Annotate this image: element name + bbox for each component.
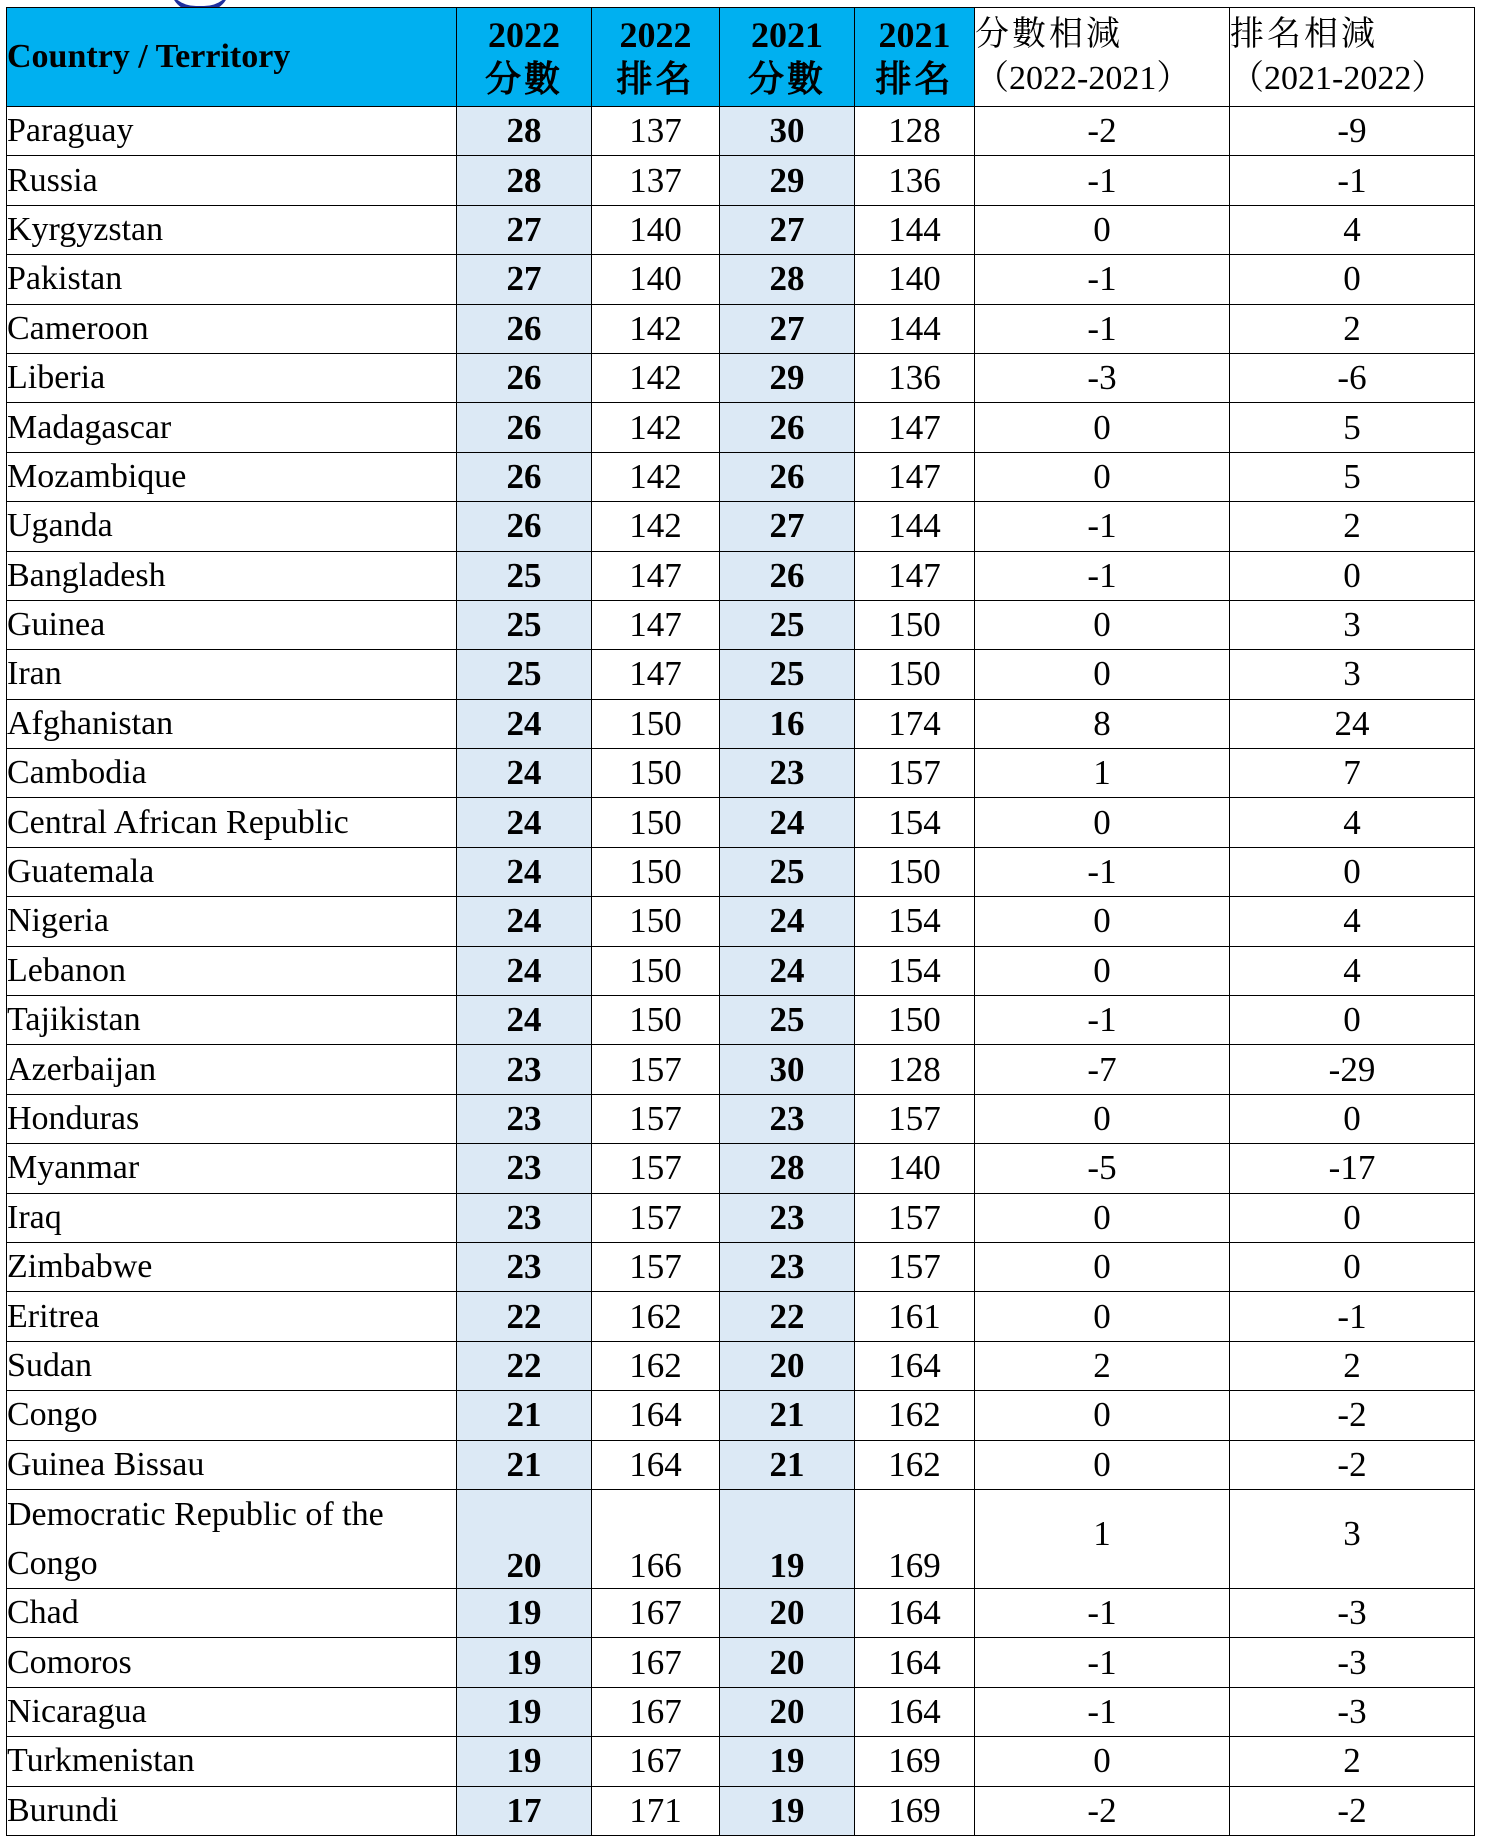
score-2021-cell: 27: [720, 304, 855, 353]
table-row: [7, 1588, 1475, 1637]
score-2022-cell: 24: [457, 749, 592, 798]
score-2022-cell: 19: [457, 1588, 592, 1637]
rank-2021-cell: 150: [855, 650, 975, 699]
score-diff-cell: -3: [975, 353, 1230, 402]
header-rank-2022-label: 排名: [616, 59, 695, 99]
country-cell: Congo: [7, 1391, 457, 1440]
table-row: [7, 1786, 1475, 1835]
table-row: [7, 1045, 1475, 1094]
rank-2022-cell: 142: [592, 353, 720, 402]
score-2021-cell: 16: [720, 699, 855, 748]
table-body: [7, 107, 1475, 1836]
rank-2022-cell: 150: [592, 946, 720, 995]
header-rank-diff-range: （2021-2022）: [1230, 60, 1446, 97]
rank-2022-cell: 147: [592, 551, 720, 600]
table-row: [7, 107, 1475, 156]
score-2021-cell: 23: [720, 1094, 855, 1143]
rank-diff-cell: -9: [1230, 107, 1475, 156]
rank-diff-cell: 4: [1230, 897, 1475, 946]
country-cell: Myanmar: [7, 1144, 457, 1193]
country-cell: Turkmenistan: [7, 1737, 457, 1786]
rank-2021-cell: 164: [855, 1638, 975, 1687]
table-row: [7, 1292, 1475, 1341]
score-diff-cell: 0: [975, 403, 1230, 452]
table-row: [7, 403, 1475, 452]
rank-2021-cell: 174: [855, 699, 975, 748]
rank-diff-cell: -2: [1230, 1786, 1475, 1835]
rank-2022-cell: 150: [592, 996, 720, 1045]
country-cell: Pakistan: [7, 255, 457, 304]
rank-2021-cell: 147: [855, 551, 975, 600]
rank-2021-cell: 136: [855, 353, 975, 402]
score-2021-cell: 20: [720, 1588, 855, 1637]
score-2022-cell: 25: [457, 551, 592, 600]
rank-2021-cell: 150: [855, 996, 975, 1045]
score-2022-cell: 26: [457, 452, 592, 501]
header-rank-2021-year: 2021: [878, 15, 951, 55]
score-diff-cell: 0: [975, 1193, 1230, 1242]
table-row: [7, 749, 1475, 798]
score-2021-cell: 25: [720, 996, 855, 1045]
rank-diff-cell: 24: [1230, 699, 1475, 748]
rank-2021-cell: 164: [855, 1341, 975, 1390]
table-row: [7, 1193, 1475, 1242]
rank-2022-cell: 147: [592, 650, 720, 699]
header-rank-2021-label: 排名: [875, 59, 954, 99]
country-cell: Bangladesh: [7, 551, 457, 600]
rank-2021-cell: 150: [855, 600, 975, 649]
score-diff-cell: -5: [975, 1144, 1230, 1193]
header-score-2022-label: 分數: [484, 59, 563, 99]
table-header: [7, 8, 1475, 107]
score-diff-cell: -1: [975, 996, 1230, 1045]
country-cell: Eritrea: [7, 1292, 457, 1341]
rank-diff-cell: 4: [1230, 798, 1475, 847]
score-diff-cell: -1: [975, 847, 1230, 896]
rank-2021-cell: 128: [855, 1045, 975, 1094]
score-2022-cell: 17: [457, 1786, 592, 1835]
rank-2021-cell: 157: [855, 749, 975, 798]
score-2021-cell: 22: [720, 1292, 855, 1341]
rank-2021-cell: 157: [855, 1242, 975, 1291]
score-diff-cell: -2: [975, 107, 1230, 156]
score-2022-cell: 24: [457, 897, 592, 946]
rank-2022-cell: 171: [592, 1786, 720, 1835]
score-2022-cell: 24: [457, 847, 592, 896]
rank-diff-cell: -1: [1230, 1292, 1475, 1341]
country-cell: Azerbaijan: [7, 1045, 457, 1094]
rank-diff-cell: 0: [1230, 996, 1475, 1045]
table-row: [7, 1341, 1475, 1390]
rank-2021-cell: 169: [855, 1786, 975, 1835]
rank-diff-cell: -2: [1230, 1440, 1475, 1489]
score-2022-cell: 21: [457, 1440, 592, 1489]
score-2022-cell: 19: [457, 1687, 592, 1736]
country-cell: Nigeria: [7, 897, 457, 946]
rank-2022-cell: 167: [592, 1737, 720, 1786]
score-2022-cell: 24: [457, 946, 592, 995]
rank-2022-cell: 142: [592, 452, 720, 501]
rank-2022-cell: 157: [592, 1193, 720, 1242]
country-cell: Uganda: [7, 502, 457, 551]
rank-diff-cell: -3: [1230, 1588, 1475, 1637]
rank-diff-cell: 5: [1230, 452, 1475, 501]
score-diff-cell: 0: [975, 897, 1230, 946]
country-cell: Sudan: [7, 1341, 457, 1390]
score-2022-cell: 23: [457, 1193, 592, 1242]
score-2022-cell: 28: [457, 107, 592, 156]
table-row: [7, 1094, 1475, 1143]
score-2021-cell: 19: [720, 1489, 855, 1588]
table-row: [7, 353, 1475, 402]
rank-diff-cell: 0: [1230, 1094, 1475, 1143]
header-score-2021: [720, 8, 855, 107]
score-diff-cell: 0: [975, 798, 1230, 847]
rank-2021-cell: 169: [855, 1737, 975, 1786]
table-row: [7, 205, 1475, 254]
score-2022-cell: 19: [457, 1737, 592, 1786]
header-score-2021-year: 2021: [751, 15, 823, 55]
score-2021-cell: 23: [720, 749, 855, 798]
table-row: [7, 996, 1475, 1045]
score-2021-cell: 28: [720, 1144, 855, 1193]
score-2021-cell: 21: [720, 1440, 855, 1489]
score-2021-cell: 20: [720, 1687, 855, 1736]
score-diff-cell: 2: [975, 1341, 1230, 1390]
score-2022-cell: 24: [457, 699, 592, 748]
score-2022-cell: 22: [457, 1292, 592, 1341]
score-2021-cell: 27: [720, 205, 855, 254]
score-2021-cell: 30: [720, 1045, 855, 1094]
score-2022-cell: 27: [457, 205, 592, 254]
rank-diff-cell: -17: [1230, 1144, 1475, 1193]
header-country: Country / Territory: [7, 8, 457, 107]
country-cell: Central African Republic: [7, 798, 457, 847]
score-diff-cell: 0: [975, 600, 1230, 649]
rank-2021-cell: 164: [855, 1588, 975, 1637]
country-cell: Comoros: [7, 1638, 457, 1687]
country-cell: Guinea Bissau: [7, 1440, 457, 1489]
score-diff-cell: -1: [975, 156, 1230, 205]
table-row: [7, 1440, 1475, 1489]
score-diff-cell: -1: [975, 551, 1230, 600]
rank-2022-cell: 164: [592, 1440, 720, 1489]
table-row: [7, 156, 1475, 205]
rank-diff-cell: 7: [1230, 749, 1475, 798]
rank-2021-cell: 162: [855, 1391, 975, 1440]
rank-diff-cell: -3: [1230, 1638, 1475, 1687]
rank-2022-cell: 137: [592, 107, 720, 156]
score-2021-cell: 26: [720, 551, 855, 600]
table-row: [7, 1737, 1475, 1786]
score-diff-cell: -1: [975, 1588, 1230, 1637]
score-2021-cell: 29: [720, 353, 855, 402]
score-diff-cell: 0: [975, 1440, 1230, 1489]
score-2021-cell: 20: [720, 1341, 855, 1390]
rank-2021-cell: 154: [855, 798, 975, 847]
rank-diff-cell: -6: [1230, 353, 1475, 402]
rank-2022-cell: 167: [592, 1638, 720, 1687]
table-row: [7, 452, 1475, 501]
table-row: [7, 255, 1475, 304]
rank-diff-cell: 2: [1230, 1341, 1475, 1390]
score-2022-cell: 24: [457, 798, 592, 847]
rank-diff-cell: 0: [1230, 551, 1475, 600]
score-2022-cell: 23: [457, 1094, 592, 1143]
rank-2021-cell: 157: [855, 1094, 975, 1143]
rank-2021-cell: 144: [855, 205, 975, 254]
rank-diff-cell: 2: [1230, 502, 1475, 551]
rank-2022-cell: 157: [592, 1045, 720, 1094]
rank-2022-cell: 142: [592, 403, 720, 452]
score-2021-cell: 28: [720, 255, 855, 304]
score-diff-cell: -1: [975, 1687, 1230, 1736]
rank-2022-cell: 140: [592, 205, 720, 254]
rank-2021-cell: 144: [855, 304, 975, 353]
score-diff-cell: -7: [975, 1045, 1230, 1094]
score-2021-cell: 23: [720, 1242, 855, 1291]
score-2021-cell: 23: [720, 1193, 855, 1242]
score-2021-cell: 26: [720, 452, 855, 501]
score-2021-cell: 25: [720, 600, 855, 649]
rank-diff-cell: 2: [1230, 304, 1475, 353]
rank-diff-cell: 0: [1230, 1193, 1475, 1242]
table-row: [7, 1144, 1475, 1193]
rank-2021-cell: 154: [855, 897, 975, 946]
score-2021-cell: 29: [720, 156, 855, 205]
rank-diff-cell: 0: [1230, 847, 1475, 896]
table-row: [7, 304, 1475, 353]
score-2021-cell: 24: [720, 946, 855, 995]
rank-2022-cell: 137: [592, 156, 720, 205]
score-2021-cell: 26: [720, 403, 855, 452]
score-2021-cell: 24: [720, 897, 855, 946]
score-diff-cell: 0: [975, 650, 1230, 699]
country-cell: Guinea: [7, 600, 457, 649]
score-diff-cell: 0: [975, 946, 1230, 995]
score-diff-cell: 0: [975, 1242, 1230, 1291]
table-row: [7, 1391, 1475, 1440]
rank-2022-cell: 167: [592, 1588, 720, 1637]
rank-2021-cell: 169: [855, 1489, 975, 1588]
table-row: [7, 1687, 1475, 1736]
score-2022-cell: 26: [457, 502, 592, 551]
score-2022-cell: 20: [457, 1489, 592, 1588]
score-diff-cell: -1: [975, 255, 1230, 304]
rank-2021-cell: 147: [855, 452, 975, 501]
score-2021-cell: 19: [720, 1786, 855, 1835]
score-diff-cell: 1: [975, 1489, 1230, 1588]
rank-diff-cell: 3: [1230, 600, 1475, 649]
table-row: [7, 1489, 1475, 1588]
country-cell: Burundi: [7, 1786, 457, 1835]
rank-2022-cell: 162: [592, 1341, 720, 1390]
header-score-diff-label: 分數相減: [975, 16, 1123, 53]
score-2022-cell: 25: [457, 650, 592, 699]
table-row: [7, 847, 1475, 896]
rank-2021-cell: 136: [855, 156, 975, 205]
rank-2021-cell: 144: [855, 502, 975, 551]
score-2021-cell: 25: [720, 847, 855, 896]
score-diff-cell: 0: [975, 1094, 1230, 1143]
country-cell: Tajikistan: [7, 996, 457, 1045]
rank-2021-cell: 154: [855, 946, 975, 995]
score-2022-cell: 26: [457, 353, 592, 402]
table-row: [7, 798, 1475, 847]
country-cell: Paraguay: [7, 107, 457, 156]
header-score-2022-year: 2022: [488, 15, 560, 55]
rank-2022-cell: 157: [592, 1242, 720, 1291]
rank-diff-cell: 0: [1230, 255, 1475, 304]
country-cell: Afghanistan: [7, 699, 457, 748]
header-score-2022: [457, 8, 592, 107]
score-2022-cell: 26: [457, 403, 592, 452]
rank-2022-cell: 140: [592, 255, 720, 304]
rank-diff-cell: 4: [1230, 946, 1475, 995]
score-2022-cell: 19: [457, 1638, 592, 1687]
rank-2021-cell: 140: [855, 255, 975, 304]
score-diff-cell: 0: [975, 1737, 1230, 1786]
country-cell: Cameroon: [7, 304, 457, 353]
header-rank-2021: [855, 8, 975, 107]
rank-2022-cell: 157: [592, 1094, 720, 1143]
score-2022-cell: 25: [457, 600, 592, 649]
country-cell: Russia: [7, 156, 457, 205]
table-row: [7, 650, 1475, 699]
score-diff-cell: 8: [975, 699, 1230, 748]
country-cell: Madagascar: [7, 403, 457, 452]
rank-diff-cell: 3: [1230, 650, 1475, 699]
table-row: [7, 551, 1475, 600]
country-cell: Zimbabwe: [7, 1242, 457, 1291]
table-row: [7, 1638, 1475, 1687]
country-cell: Kyrgyzstan: [7, 205, 457, 254]
country-cell: Honduras: [7, 1094, 457, 1143]
score-2022-cell: 27: [457, 255, 592, 304]
rank-2021-cell: 162: [855, 1440, 975, 1489]
header-rank-2022-year: 2022: [619, 15, 692, 55]
rank-2022-cell: 162: [592, 1292, 720, 1341]
header-rank-diff: [1230, 8, 1475, 107]
table-row: [7, 1242, 1475, 1291]
score-diff-cell: -1: [975, 304, 1230, 353]
rank-2021-cell: 128: [855, 107, 975, 156]
score-2021-cell: 27: [720, 502, 855, 551]
rank-2022-cell: 157: [592, 1144, 720, 1193]
table-row: [7, 897, 1475, 946]
rank-diff-cell: 3: [1230, 1489, 1475, 1588]
rank-2022-cell: 150: [592, 897, 720, 946]
score-2022-cell: 24: [457, 996, 592, 1045]
country-cell: Nicaragua: [7, 1687, 457, 1736]
score-2022-cell: 23: [457, 1045, 592, 1094]
table-row: [7, 600, 1475, 649]
rank-2022-cell: 147: [592, 600, 720, 649]
rank-diff-cell: -2: [1230, 1391, 1475, 1440]
rank-2022-cell: 150: [592, 699, 720, 748]
score-diff-cell: 0: [975, 452, 1230, 501]
header-score-diff-range: （2022-2021）: [975, 60, 1191, 97]
rank-2022-cell: 167: [592, 1687, 720, 1736]
country-cell: Guatemala: [7, 847, 457, 896]
score-2022-cell: 28: [457, 156, 592, 205]
rank-diff-cell: -3: [1230, 1687, 1475, 1736]
header-score-2021-label: 分數: [747, 59, 826, 99]
header-rank-2022: [592, 8, 720, 107]
score-2021-cell: 21: [720, 1391, 855, 1440]
cpi-ranking-table: [6, 7, 1475, 1836]
country-cell: Iran: [7, 650, 457, 699]
score-diff-cell: 0: [975, 1292, 1230, 1341]
rank-diff-cell: 4: [1230, 205, 1475, 254]
country-cell: Cambodia: [7, 749, 457, 798]
rank-2021-cell: 147: [855, 403, 975, 452]
score-2021-cell: 30: [720, 107, 855, 156]
score-2021-cell: 25: [720, 650, 855, 699]
score-diff-cell: 0: [975, 1391, 1230, 1440]
rank-2022-cell: 164: [592, 1391, 720, 1440]
country-cell: Lebanon: [7, 946, 457, 995]
score-2022-cell: 26: [457, 304, 592, 353]
rank-diff-cell: -29: [1230, 1045, 1475, 1094]
rank-2021-cell: 161: [855, 1292, 975, 1341]
score-diff-cell: -2: [975, 1786, 1230, 1835]
country-cell: Democratic Republic of the Congo: [7, 1489, 457, 1588]
table-row: [7, 946, 1475, 995]
rank-2022-cell: 150: [592, 749, 720, 798]
rank-2022-cell: 142: [592, 304, 720, 353]
score-diff-cell: 0: [975, 205, 1230, 254]
score-diff-cell: -1: [975, 502, 1230, 551]
rank-diff-cell: 5: [1230, 403, 1475, 452]
score-2021-cell: 20: [720, 1638, 855, 1687]
country-cell: Mozambique: [7, 452, 457, 501]
rank-2021-cell: 157: [855, 1193, 975, 1242]
country-cell: Chad: [7, 1588, 457, 1637]
score-2021-cell: 24: [720, 798, 855, 847]
rank-diff-cell: 0: [1230, 1242, 1475, 1291]
header-score-diff: [975, 8, 1230, 107]
score-2022-cell: 23: [457, 1144, 592, 1193]
rank-diff-cell: 2: [1230, 1737, 1475, 1786]
rank-2021-cell: 164: [855, 1687, 975, 1736]
score-2021-cell: 19: [720, 1737, 855, 1786]
score-2022-cell: 22: [457, 1341, 592, 1390]
header-rank-diff-label: 排名相減: [1230, 16, 1378, 53]
score-diff-cell: 1: [975, 749, 1230, 798]
country-cell: Iraq: [7, 1193, 457, 1242]
rank-2021-cell: 140: [855, 1144, 975, 1193]
rank-2021-cell: 150: [855, 847, 975, 896]
score-2022-cell: 23: [457, 1242, 592, 1291]
score-2022-cell: 21: [457, 1391, 592, 1440]
rank-diff-cell: -1: [1230, 156, 1475, 205]
rank-2022-cell: 150: [592, 847, 720, 896]
table-row: [7, 699, 1475, 748]
score-diff-cell: -1: [975, 1638, 1230, 1687]
table-row: [7, 502, 1475, 551]
rank-2022-cell: 150: [592, 798, 720, 847]
country-cell: Liberia: [7, 353, 457, 402]
rank-2022-cell: 166: [592, 1489, 720, 1588]
rank-2022-cell: 142: [592, 502, 720, 551]
